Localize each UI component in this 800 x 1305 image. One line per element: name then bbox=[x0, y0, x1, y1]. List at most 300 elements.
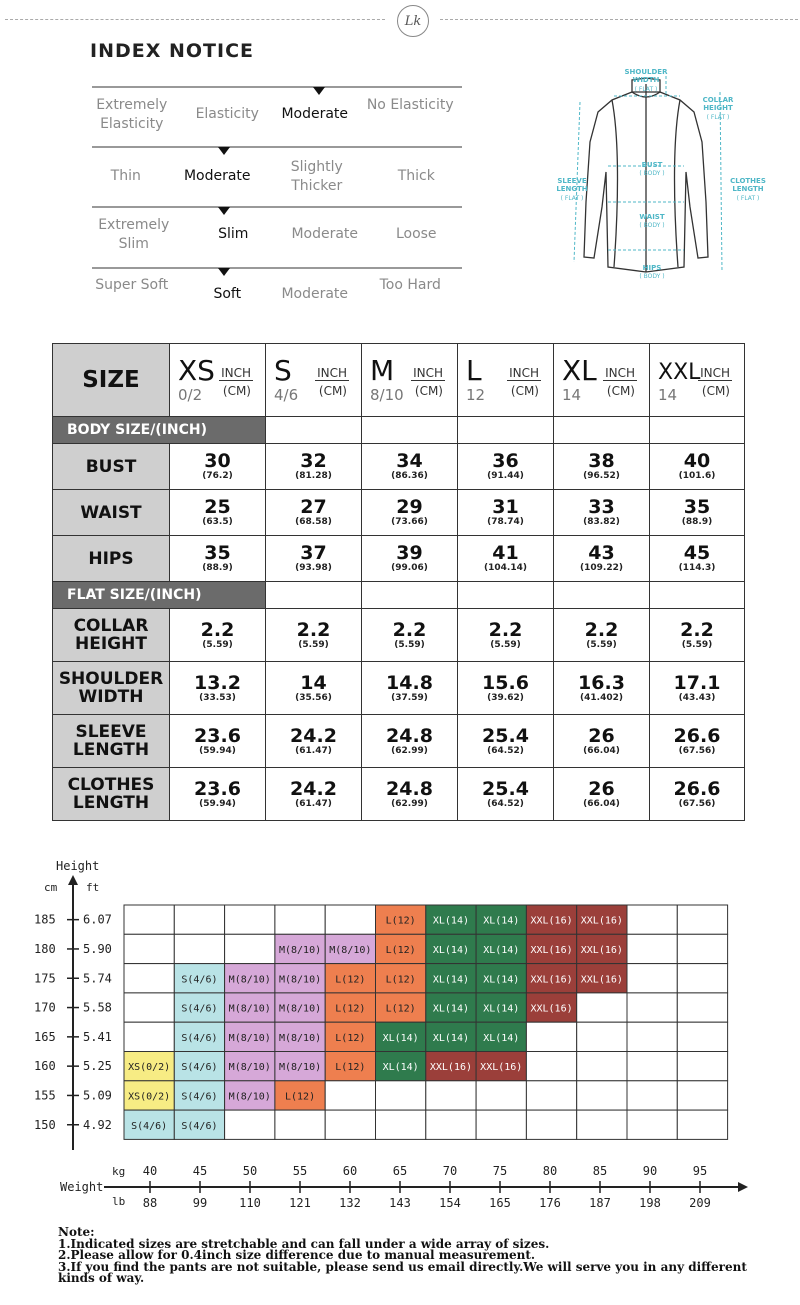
size-name: L bbox=[466, 354, 482, 387]
inch-value: 37 bbox=[300, 542, 327, 564]
inch-value: 30 bbox=[204, 450, 231, 472]
jacket-measurement-diagram bbox=[550, 62, 780, 287]
row-label bbox=[53, 715, 170, 768]
size-number: 0/2 bbox=[178, 386, 203, 404]
size-value-cell bbox=[554, 609, 650, 662]
size-value-cell bbox=[650, 715, 745, 768]
size-column-header bbox=[458, 344, 554, 417]
size-value-cell bbox=[362, 609, 458, 662]
weight-lb-tick: 187 bbox=[589, 1196, 611, 1210]
size-value-cell bbox=[458, 768, 554, 821]
cm-value: (66.04) bbox=[583, 798, 620, 809]
lb-unit-label: lb bbox=[112, 1195, 126, 1208]
chart-cell bbox=[376, 1110, 426, 1139]
height-cm-tick: 165 bbox=[34, 1029, 56, 1044]
empty-cell bbox=[458, 417, 554, 444]
chart-cell-label: L(12) bbox=[385, 974, 416, 986]
index-option: Extremely Slim bbox=[98, 217, 170, 252]
bust-body-label: ( BODY ) bbox=[639, 170, 665, 177]
chart-cell bbox=[627, 993, 677, 1022]
weight-lb-tick: 198 bbox=[639, 1196, 661, 1210]
inch-value: 2.2 bbox=[296, 618, 331, 641]
chart-cell bbox=[677, 964, 727, 993]
row-label-line: CLOTHES bbox=[67, 775, 155, 795]
chart-cell bbox=[275, 1110, 325, 1139]
inch-value: 24.8 bbox=[386, 777, 433, 800]
index-option: Too Hard bbox=[379, 277, 441, 293]
size-header-label: SIZE bbox=[53, 344, 170, 417]
index-divider bbox=[92, 206, 462, 208]
cm-label: (CM) bbox=[318, 384, 347, 398]
row-label: WAIST bbox=[53, 490, 170, 536]
size-value-cell bbox=[362, 490, 458, 536]
inch-value: 17.1 bbox=[673, 671, 721, 694]
size-value-cell bbox=[554, 536, 650, 582]
weight-lb-tick: 165 bbox=[489, 1196, 511, 1210]
inch-value: 34 bbox=[396, 450, 423, 472]
chart-cell-label: L(12) bbox=[385, 944, 416, 956]
size-value-cell bbox=[650, 768, 745, 821]
chart-cell-label: XL(14) bbox=[432, 1032, 470, 1044]
weight-axis-arrow-icon bbox=[738, 1182, 748, 1192]
size-number: 8/10 bbox=[370, 386, 404, 404]
weight-kg-tick: 45 bbox=[192, 1164, 208, 1178]
shoulder-width-label: SHOULDER bbox=[624, 68, 668, 76]
weight-kg-tick: 80 bbox=[542, 1164, 558, 1178]
inch-value: 25.4 bbox=[482, 724, 529, 747]
size-value-cell bbox=[170, 444, 266, 490]
size-value-cell bbox=[170, 490, 266, 536]
section-header: BODY SIZE/(INCH) bbox=[53, 417, 266, 444]
size-value-cell bbox=[554, 768, 650, 821]
index-option: Slim bbox=[218, 226, 249, 242]
size-column-header bbox=[554, 344, 650, 417]
chart-cell-label: XL(14) bbox=[483, 974, 520, 986]
inch-value: 25 bbox=[204, 496, 231, 518]
inch-label: INCH bbox=[413, 366, 443, 380]
height-cm-tick: 150 bbox=[34, 1117, 56, 1132]
inch-value: 14.8 bbox=[386, 671, 433, 694]
chart-cell-label: S(4/6) bbox=[181, 974, 218, 986]
inch-value: 26.6 bbox=[673, 777, 721, 800]
index-option: Moderate bbox=[281, 286, 349, 302]
chart-cell-label: XL(14) bbox=[483, 944, 520, 956]
chart-cell bbox=[325, 905, 375, 934]
inch-value: 2.2 bbox=[488, 618, 523, 641]
inch-value: 32 bbox=[300, 450, 327, 472]
index-divider bbox=[92, 86, 462, 88]
height-axis-label: Height bbox=[56, 859, 100, 873]
chart-cell bbox=[124, 1022, 174, 1051]
inch-value: 35 bbox=[683, 496, 711, 518]
size-name: XL bbox=[562, 354, 597, 387]
cm-value: (59.94) bbox=[199, 798, 236, 809]
index-option: Extremely Elasticity bbox=[96, 97, 168, 132]
chart-cell-label: XS(0/2) bbox=[128, 1062, 171, 1074]
size-value-cell bbox=[362, 768, 458, 821]
height-cm-tick: 180 bbox=[34, 941, 56, 956]
chart-cell bbox=[627, 934, 677, 963]
size-value-cell bbox=[170, 662, 266, 715]
chart-cell bbox=[124, 964, 174, 993]
inch-value: 45 bbox=[683, 542, 711, 564]
size-value-cell bbox=[650, 662, 745, 715]
chart-cell-label: M(8/10) bbox=[278, 1062, 322, 1074]
row-label-line: SHOULDER bbox=[58, 669, 164, 689]
cm-value: (37.59) bbox=[391, 692, 428, 703]
weight-lb-tick: 132 bbox=[339, 1196, 361, 1210]
weight-kg-tick: 75 bbox=[492, 1164, 508, 1178]
empty-cell bbox=[650, 417, 745, 444]
inch-value: 23.6 bbox=[194, 724, 241, 747]
size-row bbox=[53, 715, 745, 768]
chart-cell bbox=[174, 934, 224, 963]
selected-marker-icon bbox=[218, 207, 230, 215]
chart-cell-label: L(12) bbox=[335, 1062, 366, 1074]
cm-value: (101.6) bbox=[678, 471, 716, 481]
size-number: 12 bbox=[466, 386, 486, 404]
height-ft-tick: 5.41 bbox=[83, 1029, 112, 1044]
height-ft-tick: 4.92 bbox=[83, 1117, 112, 1132]
ft-unit-label: ft bbox=[86, 881, 100, 894]
weight-kg-tick: 40 bbox=[142, 1164, 158, 1178]
chart-cell-label: M(8/10) bbox=[228, 1003, 271, 1015]
inch-value: 24.2 bbox=[290, 724, 337, 747]
chart-cell bbox=[627, 1052, 677, 1081]
size-name: M bbox=[370, 354, 395, 387]
selected-marker-icon bbox=[218, 147, 230, 155]
note-2: 2.Please allow for 0.4inch size difference due to manual measurement. bbox=[58, 1248, 536, 1262]
notes-heading: Note: bbox=[58, 1225, 95, 1239]
cm-value: (73.66) bbox=[391, 517, 428, 527]
chart-cell bbox=[225, 1110, 275, 1139]
cm-value: (5.59) bbox=[490, 639, 521, 650]
notes bbox=[58, 1227, 778, 1285]
cm-value: (39.62) bbox=[487, 692, 524, 703]
chart-cell-label: XL(14) bbox=[483, 1003, 520, 1015]
inch-label: INCH bbox=[605, 366, 635, 380]
collar-height-label-2: HEIGHT bbox=[703, 104, 733, 112]
chart-cell-label: L(12) bbox=[335, 974, 366, 986]
weight-axis-label: Weight bbox=[60, 1180, 104, 1194]
weight-kg-tick: 85 bbox=[592, 1164, 608, 1178]
index-row bbox=[80, 158, 462, 196]
chart-cell bbox=[376, 1081, 426, 1110]
inch-value: 15.6 bbox=[482, 671, 529, 694]
hips-body-label: ( BODY ) bbox=[639, 273, 665, 280]
size-value-cell bbox=[362, 662, 458, 715]
inch-label: INCH bbox=[221, 366, 251, 380]
empty-cell bbox=[362, 417, 458, 444]
size-value-cell bbox=[650, 609, 745, 662]
cm-value: (63.5) bbox=[202, 517, 233, 527]
size-value-cell bbox=[170, 536, 266, 582]
row-label: BUST bbox=[53, 444, 170, 490]
top-divider-left bbox=[5, 19, 385, 20]
index-option: Loose bbox=[395, 226, 437, 242]
selected-marker-icon bbox=[218, 268, 230, 276]
chart-cell bbox=[526, 1110, 576, 1139]
weight-lb-tick: 176 bbox=[539, 1196, 561, 1210]
chart-cell bbox=[225, 905, 275, 934]
index-option: Thick bbox=[397, 168, 435, 184]
inch-value: 25.4 bbox=[482, 777, 529, 800]
chart-cell bbox=[526, 1052, 576, 1081]
weight-kg-tick: 70 bbox=[442, 1164, 458, 1178]
chart-cell bbox=[627, 964, 677, 993]
chart-cell-label: XL(14) bbox=[483, 915, 520, 927]
size-value-cell bbox=[554, 715, 650, 768]
note-3: 3.If you find the pants are not suitable, please send us email directly.We will serve you in any different kinds of way. bbox=[58, 1259, 747, 1285]
index-option: Moderate bbox=[183, 168, 251, 184]
size-value-cell bbox=[458, 715, 554, 768]
row-label bbox=[53, 662, 170, 715]
inch-value: 31 bbox=[492, 496, 519, 518]
chart-cell bbox=[426, 1081, 476, 1110]
size-value-cell bbox=[170, 609, 266, 662]
size-row bbox=[53, 662, 745, 715]
size-value-cell bbox=[554, 444, 650, 490]
cm-value: (99.06) bbox=[391, 563, 428, 573]
size-value-cell bbox=[650, 444, 745, 490]
index-option: Soft bbox=[213, 286, 242, 302]
inch-value: 2.2 bbox=[584, 618, 619, 641]
weight-lb-tick: 121 bbox=[289, 1196, 311, 1210]
chart-cell bbox=[174, 905, 224, 934]
size-column-header bbox=[362, 344, 458, 417]
cm-value: (5.59) bbox=[394, 639, 425, 650]
height-cm-tick: 185 bbox=[34, 912, 56, 927]
chart-cell bbox=[677, 993, 727, 1022]
row-label-line: LENGTH bbox=[72, 740, 150, 760]
inch-value: 26 bbox=[588, 724, 615, 747]
clothes-length-label-2: LENGTH bbox=[732, 185, 764, 193]
chart-cell-label: M(8/10) bbox=[329, 944, 372, 956]
chart-cell bbox=[677, 905, 727, 934]
sleeve-flat-label: ( FLAT ) bbox=[560, 195, 584, 202]
size-name: XS bbox=[178, 354, 215, 387]
size-value-cell bbox=[458, 609, 554, 662]
weight-kg-tick: 60 bbox=[342, 1164, 358, 1178]
chart-cell-label: XXL(16) bbox=[530, 974, 573, 986]
cm-label: (CM) bbox=[510, 384, 539, 398]
inch-value: 2.2 bbox=[200, 618, 235, 641]
inch-value: 33 bbox=[588, 496, 615, 518]
empty-cell bbox=[554, 417, 650, 444]
chart-cell-label: S(4/6) bbox=[131, 1120, 168, 1132]
size-column-header bbox=[266, 344, 362, 417]
size-row bbox=[53, 609, 745, 662]
logo-text: Lk bbox=[404, 13, 422, 29]
chart-cell-label: XXL(16) bbox=[530, 944, 573, 956]
kg-unit-label: kg bbox=[112, 1165, 126, 1178]
cm-value: (88.9) bbox=[681, 517, 713, 527]
cm-value: (5.59) bbox=[586, 639, 617, 650]
chart-cell-label: XXL(16) bbox=[580, 915, 623, 927]
chart-cell-label: XL(14) bbox=[382, 1032, 419, 1044]
chart-cell-label: M(8/10) bbox=[278, 1003, 322, 1015]
chart-cell-label: L(12) bbox=[385, 1003, 416, 1015]
index-option: Elasticity bbox=[195, 106, 259, 122]
cm-value: (62.99) bbox=[391, 745, 428, 756]
size-value-cell bbox=[266, 662, 362, 715]
empty-cell bbox=[362, 582, 458, 609]
size-number: 14 bbox=[658, 386, 678, 404]
size-name: S bbox=[274, 354, 292, 387]
size-value-cell bbox=[458, 536, 554, 582]
inch-value: 14 bbox=[300, 671, 327, 694]
inch-value: 39 bbox=[396, 542, 423, 564]
chart-cell-label: XXL(16) bbox=[530, 915, 573, 927]
size-row bbox=[53, 444, 745, 490]
size-row bbox=[53, 536, 745, 582]
chart-cell bbox=[124, 934, 174, 963]
top-divider-right bbox=[440, 19, 798, 20]
inch-value: 43 bbox=[588, 542, 615, 564]
section-header: FLAT SIZE/(INCH) bbox=[53, 582, 266, 609]
chart-cell bbox=[677, 934, 727, 963]
cm-value: (66.04) bbox=[583, 745, 620, 756]
empty-cell bbox=[266, 417, 362, 444]
index-option: Moderate bbox=[281, 106, 349, 122]
index-row bbox=[80, 96, 462, 134]
inch-value: 27 bbox=[300, 496, 327, 518]
chart-cell bbox=[627, 1022, 677, 1051]
inch-value: 41 bbox=[492, 542, 519, 564]
cm-value: (96.52) bbox=[583, 471, 620, 481]
chart-cell bbox=[627, 1110, 677, 1139]
chart-cell-label: L(12) bbox=[385, 915, 416, 927]
size-value-cell bbox=[362, 715, 458, 768]
index-divider bbox=[92, 267, 462, 269]
size-value-cell bbox=[458, 490, 554, 536]
size-value-cell bbox=[266, 490, 362, 536]
height-ft-tick: 5.74 bbox=[83, 971, 112, 986]
inch-label: INCH bbox=[317, 366, 347, 380]
chart-cell bbox=[476, 1081, 526, 1110]
inch-value: 29 bbox=[396, 496, 423, 518]
chart-cell bbox=[426, 1110, 476, 1139]
weight-kg-tick: 90 bbox=[642, 1164, 658, 1178]
collar-flat-label: ( FLAT ) bbox=[706, 114, 730, 121]
cm-value: (109.22) bbox=[580, 563, 623, 573]
index-row bbox=[80, 276, 462, 304]
chart-cell-label: XL(14) bbox=[432, 944, 470, 956]
row-label-line: SLEEVE bbox=[75, 722, 147, 742]
chart-cell bbox=[677, 1052, 727, 1081]
cm-value: (81.28) bbox=[295, 471, 332, 481]
chart-cell-label: XXL(16) bbox=[429, 1062, 473, 1074]
empty-cell bbox=[458, 582, 554, 609]
cm-value: (64.52) bbox=[487, 745, 524, 756]
chart-cell-label: XL(14) bbox=[483, 1032, 520, 1044]
chart-cell-label: XXL(16) bbox=[580, 944, 623, 956]
size-column-header bbox=[650, 344, 745, 417]
chart-cell-label: M(8/10) bbox=[228, 1032, 271, 1044]
cm-value: (86.36) bbox=[391, 471, 428, 481]
size-value-cell bbox=[266, 536, 362, 582]
height-ft-tick: 6.07 bbox=[83, 912, 112, 927]
weight-kg-tick: 55 bbox=[292, 1164, 308, 1178]
chart-cell bbox=[225, 934, 275, 963]
weight-kg-tick: 50 bbox=[242, 1164, 258, 1178]
cm-value: (78.74) bbox=[487, 517, 524, 527]
chart-cell-label: XS(0/2) bbox=[128, 1091, 171, 1103]
inch-value: 16.3 bbox=[578, 671, 625, 694]
index-notice-title: INDEX NOTICE bbox=[90, 40, 254, 62]
inch-value: 24.8 bbox=[386, 724, 433, 747]
inch-value: 26 bbox=[588, 777, 615, 800]
chart-cell bbox=[677, 1081, 727, 1110]
cm-value: (43.43) bbox=[678, 692, 716, 703]
chart-cell bbox=[526, 1022, 576, 1051]
size-number: 4/6 bbox=[274, 386, 299, 404]
index-divider bbox=[92, 146, 462, 148]
cm-value: (59.94) bbox=[199, 745, 236, 756]
height-axis-arrow-icon bbox=[68, 875, 78, 885]
index-option: Slightly Thicker bbox=[290, 159, 343, 194]
weight-lb-tick: 99 bbox=[192, 1196, 208, 1210]
cm-value: (83.82) bbox=[583, 517, 620, 527]
index-option: Moderate bbox=[291, 226, 359, 242]
shoulder-width-label-2: WIDTH bbox=[632, 76, 660, 84]
hips-label: HIPS bbox=[642, 264, 662, 272]
empty-cell bbox=[650, 582, 745, 609]
size-value-cell bbox=[266, 609, 362, 662]
chart-cell-label: L(12) bbox=[284, 1091, 316, 1103]
inch-value: 13.2 bbox=[194, 671, 241, 694]
shoulder-flat-label: ( FLAT ) bbox=[634, 86, 658, 93]
row-label bbox=[53, 768, 170, 821]
chart-cell-label: S(4/6) bbox=[181, 1091, 218, 1103]
weight-lb-tick: 88 bbox=[142, 1196, 158, 1210]
cm-label: (CM) bbox=[222, 384, 251, 398]
inch-value: 38 bbox=[588, 450, 615, 472]
size-value-cell bbox=[170, 715, 266, 768]
cm-value: (5.59) bbox=[202, 639, 233, 650]
clothes-length-label: CLOTHES bbox=[730, 177, 766, 185]
chart-cell-label: XXL(16) bbox=[580, 974, 623, 986]
size-value-cell bbox=[362, 536, 458, 582]
inch-value: 2.2 bbox=[392, 618, 427, 641]
cm-value: (64.52) bbox=[487, 798, 524, 809]
empty-cell bbox=[266, 582, 362, 609]
waist-label: WAIST bbox=[639, 213, 665, 221]
chart-cell-label: XL(14) bbox=[432, 974, 470, 986]
row-label-line: LENGTH bbox=[72, 793, 150, 813]
height-cm-tick: 155 bbox=[34, 1088, 56, 1103]
index-option: Super Soft bbox=[95, 277, 169, 293]
chart-cell bbox=[627, 905, 677, 934]
selected-marker-icon bbox=[313, 87, 325, 95]
cm-value: (33.53) bbox=[199, 692, 236, 703]
inch-value: 24.2 bbox=[290, 777, 337, 800]
clothes-flat-label: ( FLAT ) bbox=[736, 195, 760, 202]
weight-lb-tick: 154 bbox=[439, 1196, 461, 1210]
cm-label: (CM) bbox=[701, 384, 730, 398]
cm-value: (88.9) bbox=[202, 563, 233, 573]
size-value-cell bbox=[650, 490, 745, 536]
cm-value: (68.58) bbox=[295, 517, 332, 527]
row-label: HIPS bbox=[53, 536, 170, 582]
cm-value: (41.402) bbox=[580, 692, 623, 703]
chart-cell bbox=[124, 993, 174, 1022]
note-1: 1.Indicated sizes are stretchable and can fall under a wide array of sizes. bbox=[58, 1236, 550, 1251]
chart-cell bbox=[577, 993, 627, 1022]
index-row bbox=[80, 216, 462, 254]
size-value-cell bbox=[554, 662, 650, 715]
height-cm-tick: 160 bbox=[34, 1059, 56, 1074]
